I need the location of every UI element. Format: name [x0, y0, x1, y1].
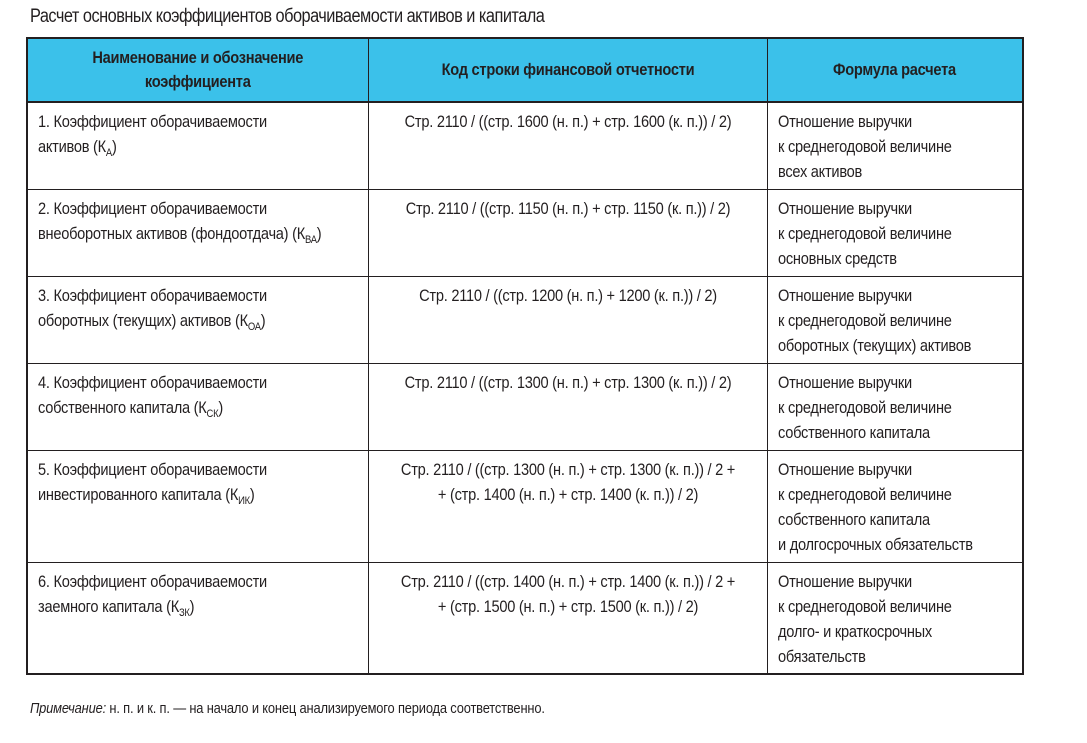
header-formula-column	[767, 38, 1023, 102]
formula-line: всех активов	[777, 162, 862, 181]
coefficient-name-line1: 1. Коэффициент оборачиваемости	[38, 112, 267, 131]
formula-cell	[767, 102, 1023, 189]
line-code-cell	[368, 363, 767, 450]
formula-line: к среднегодовой величине	[777, 137, 952, 156]
coefficient-name-close: )	[260, 310, 266, 330]
formula-line: к среднегодовой величине	[777, 223, 952, 243]
page-title: Расчет основных коэффициентов оборачиваемости активов и капитала	[30, 6, 545, 27]
coefficient-name-text: внеоборотных активов (фондоотдача) (К	[38, 223, 305, 243]
formula-line: и долгосрочных обязательств	[777, 534, 973, 554]
formula-line: Отношение выручки	[777, 198, 912, 218]
coefficient-symbol-subscript: ЗК	[178, 606, 190, 619]
coefficient-name-line1: 4. Коэффициент оборачиваемости	[38, 372, 267, 392]
table-row	[27, 363, 1023, 450]
formula-line: к среднегодовой величине	[777, 596, 952, 616]
coefficient-name-close: )	[111, 137, 117, 156]
formula-line: Отношение выручки	[777, 459, 912, 479]
coefficient-name-close: )	[218, 397, 224, 417]
coefficient-name-text: активов (К	[38, 137, 106, 156]
formula-line: к среднегодовой величине	[777, 397, 952, 417]
coefficient-name-cell	[27, 562, 368, 674]
line-code-cell	[368, 102, 767, 189]
coefficient-name-line2	[38, 482, 316, 507]
formula-cell	[767, 189, 1023, 276]
coefficient-symbol-subscript: А	[105, 147, 112, 159]
coefficient-name-text: собственного капитала (К	[38, 397, 207, 417]
header-name-line1: Наименование и обозначение	[92, 48, 304, 67]
formula-line: обязательств	[777, 646, 866, 666]
coefficient-name-line2	[38, 221, 322, 246]
formula-line: к среднегодовой величине	[777, 484, 952, 504]
header-code-column	[368, 38, 767, 102]
coefficient-name-cell	[27, 276, 368, 363]
line-code-cell	[368, 450, 767, 562]
table-row	[27, 276, 1023, 363]
coefficient-name-cell	[27, 189, 368, 276]
line-code-text-2: + (стр. 1400 (н. п.) + стр. 1400 (к. п.)) / 2)	[437, 484, 698, 504]
formula-line: Отношение выручки	[777, 571, 912, 591]
line-code-text-1: Стр. 2110 / ((стр. 1400 (н. п.) + стр. 1400 (к. п.)) / 2 +	[400, 571, 735, 591]
table-header	[27, 38, 1023, 102]
line-code-text-1: Стр. 2110 / ((стр. 1300 (н. п.) + стр. 1300 (к. п.)) / 2 +	[400, 459, 735, 479]
coefficient-symbol-subscript: ИК	[238, 494, 250, 507]
formula-line: Отношение выручки	[777, 285, 912, 305]
coefficient-name-line2	[38, 395, 316, 420]
coefficient-symbol-subscript: ОА	[247, 320, 261, 333]
coefficient-name-close: )	[249, 484, 255, 504]
coefficient-name-line1: 6. Коэффициент оборачиваемости	[38, 571, 267, 591]
formula-line: оборотных (текущих) активов	[777, 335, 971, 355]
coefficient-symbol-subscript: ВА	[304, 233, 317, 246]
table-row	[27, 189, 1023, 276]
header-code-label: Код строки финансовой отчетности	[441, 60, 694, 79]
formula-cell	[767, 363, 1023, 450]
formula-line: основных средств	[777, 248, 897, 268]
footnote-label: Примечание:	[30, 700, 106, 717]
line-code-text-1: Стр. 2110 / ((стр. 1600 (н. п.) + стр. 1600 (к. п.)) / 2)	[404, 112, 731, 131]
coefficient-name-line2	[38, 308, 316, 333]
table-row	[27, 450, 1023, 562]
formula-line: Отношение выручки	[777, 112, 912, 131]
formula-line: Отношение выручки	[777, 372, 912, 392]
coefficient-name-line2	[38, 134, 316, 159]
line-code-text-1: Стр. 2110 / ((стр. 1300 (н. п.) + стр. 1300 (к. п.)) / 2)	[404, 372, 731, 392]
line-code-text-1: Стр. 2110 / ((стр. 1150 (н. п.) + стр. 1150 (к. п.)) / 2)	[405, 198, 730, 218]
line-code-cell	[368, 189, 767, 276]
coefficient-name-cell	[27, 363, 368, 450]
coefficient-name-line1: 2. Коэффициент оборачиваемости	[38, 198, 267, 218]
ratios-table	[26, 37, 1024, 675]
line-code-cell	[368, 562, 767, 674]
header-name-line2: коэффициента	[144, 72, 251, 91]
line-code-text-1: Стр. 2110 / ((стр. 1200 (н. п.) + 1200 (к. п.)) / 2)	[418, 285, 717, 305]
formula-cell	[767, 562, 1023, 674]
coefficient-name-cell	[27, 102, 368, 189]
table-row	[27, 562, 1023, 674]
coefficient-name-text: инвестированного капитала (К	[38, 484, 239, 504]
line-code-cell	[368, 276, 767, 363]
coefficient-name-text: заемного капитала (К	[38, 596, 179, 616]
coefficient-name-close: )	[316, 223, 322, 243]
coefficient-name-cell	[27, 450, 368, 562]
coefficient-name-line1: 5. Коэффициент оборачиваемости	[38, 459, 267, 479]
table-body	[27, 102, 1023, 674]
header-row	[27, 38, 1023, 102]
coefficient-name-line1: 3. Коэффициент оборачиваемости	[38, 285, 267, 305]
formula-line: долго- и краткосрочных	[777, 621, 932, 641]
formula-line: собственного капитала	[777, 422, 930, 442]
coefficient-name-line2	[38, 594, 316, 619]
formula-line: собственного капитала	[777, 509, 930, 529]
coefficient-name-close: )	[189, 596, 195, 616]
coefficient-symbol-subscript: СК	[206, 407, 219, 420]
formula-cell	[767, 276, 1023, 363]
formula-line: к среднегодовой величине	[777, 310, 952, 330]
header-name-column	[27, 38, 368, 102]
footnote-text: н. п. и к. п. — на начало и конец анализируемого периода соответственно.	[105, 700, 545, 717]
header-formula-label: Формула расчета	[833, 60, 957, 79]
coefficient-name-text: оборотных (текущих) активов (К	[38, 310, 248, 330]
table-row	[27, 102, 1023, 189]
formula-cell	[767, 450, 1023, 562]
footnote	[30, 700, 545, 717]
line-code-text-2: + (стр. 1500 (н. п.) + стр. 1500 (к. п.)) / 2)	[437, 596, 698, 616]
